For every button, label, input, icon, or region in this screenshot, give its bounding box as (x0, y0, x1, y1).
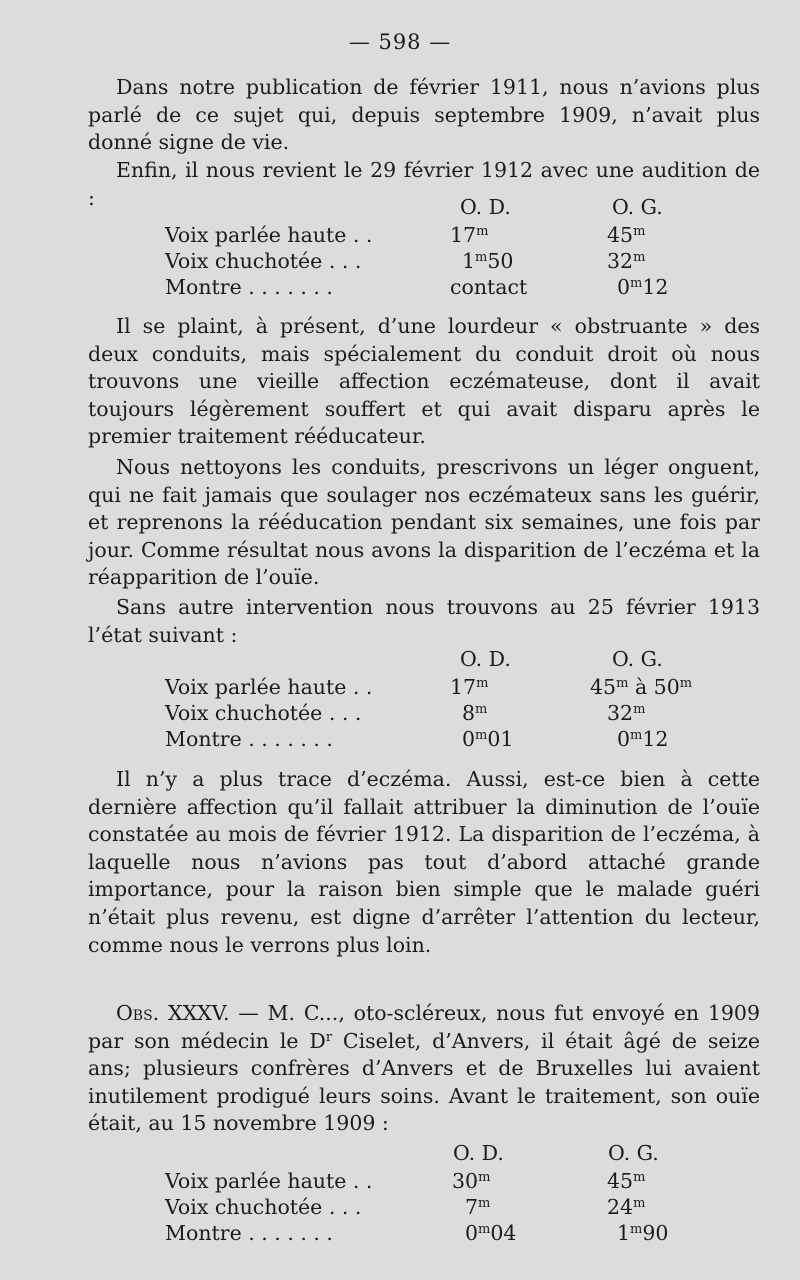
value: 7 (465, 1195, 479, 1219)
value: 30 (452, 1169, 479, 1193)
row-label: Voix parlée haute . . (165, 1169, 373, 1193)
cell-od (462, 248, 513, 274)
value: 0 (462, 727, 476, 751)
unit: m (633, 1196, 646, 1211)
value-tail: 04 (490, 1221, 517, 1245)
value-tail: 12 (642, 275, 669, 299)
unit: m (633, 1170, 646, 1185)
cell-og (617, 1220, 668, 1246)
table-row (0, 274, 800, 300)
value: 1 (617, 1221, 631, 1245)
value: 24 (607, 1195, 634, 1219)
value: 45 (590, 675, 617, 699)
row-label: Voix chuchotée . . . (165, 249, 362, 273)
unit: m (478, 1196, 491, 1211)
table-row (0, 674, 800, 700)
value: 45 (607, 1169, 634, 1193)
row-label: Montre . . . . . . . (165, 1221, 333, 1245)
cell-og (607, 1194, 645, 1220)
value: contact (450, 275, 528, 299)
unit: m (476, 224, 489, 239)
table-row (0, 700, 800, 726)
hearing-table-3 (0, 1140, 800, 1246)
dr-sup: r (325, 1029, 333, 1045)
table-row (0, 1168, 800, 1194)
obs-text-b: Ciselet, d’Anvers, il était âgé de seize ans; plusieurs confrères d’Anvers et de Bruxelles lui avaient inutilement prodigué leurs soins. Avant le traitement, son ouïe était, au 15 novembre 1909 : (88, 1028, 760, 1136)
cell-od (462, 726, 513, 752)
unit: m (630, 1222, 643, 1237)
obs-label: Obs. XXXV. (116, 1001, 230, 1025)
row-label: Montre . . . . . . . (165, 275, 333, 299)
table-header (0, 194, 800, 222)
unit: m (679, 676, 693, 691)
table-row (0, 1220, 800, 1246)
row-label: Voix chuchotée . . . (165, 701, 362, 725)
value: 32 (607, 249, 634, 273)
cell-og (607, 700, 645, 726)
col-header-od: O. D. (453, 1141, 504, 1165)
col-header-og: O. G. (612, 195, 663, 219)
cell-od (452, 1168, 490, 1194)
cell-og (617, 274, 668, 300)
table-header (0, 646, 800, 674)
unit: m (633, 224, 646, 239)
unit: m (475, 728, 488, 743)
row-label: Voix chuchotée . . . (165, 1195, 362, 1219)
paragraph-4: Nous nettoyons les conduits, prescrivons un léger onguent, qui ne fait jamais que soulager nos eczémateux sans les guérir, et reprenons la rééducation pendant six semaines, une fois par jour. Comme résultat nous avons la disparition de l’eczéma et la réapparition de l’ouïe. (88, 455, 760, 590)
unit: m (616, 676, 629, 691)
value: 17 (450, 223, 477, 247)
cell-od (465, 1220, 516, 1246)
cell-od (462, 700, 487, 726)
unit: m (478, 1222, 491, 1237)
cell-og (607, 248, 645, 274)
value: 45 (607, 223, 634, 247)
unit: m (475, 250, 488, 265)
value-tail: 90 (642, 1221, 669, 1245)
col-header-og: O. G. (612, 647, 663, 671)
paragraph-5: Sans autre intervention nous trouvons au 25 février 1913 l’état suivant : (88, 595, 760, 647)
value-tail: 12 (642, 727, 669, 751)
cell-og (607, 1168, 645, 1194)
cell-od (450, 674, 488, 700)
hearing-table-2 (0, 646, 800, 752)
observation-35 (88, 1000, 760, 1138)
value: 0 (617, 275, 631, 299)
row-label: Voix parlée haute . . (165, 223, 373, 247)
cell-od (450, 222, 488, 248)
cell-og (607, 222, 645, 248)
obs-text-a: — M. C..., oto-scléreux, nous fut envoyé en 1909 par son médecin le D (88, 1001, 760, 1053)
value-tail: 01 (487, 727, 514, 751)
col-header-od: O. D. (460, 195, 511, 219)
value-tail: 50 (487, 249, 514, 273)
unit: m (478, 1170, 491, 1185)
value: 1 (462, 249, 476, 273)
cell-od (450, 274, 527, 300)
unit: m (633, 702, 646, 717)
value: 0 (465, 1221, 479, 1245)
col-header-og: O. G. (608, 1141, 659, 1165)
row-label: Montre . . . . . . . (165, 727, 333, 751)
paragraph-2: Enfin, il nous revient le 29 février 1912 avec une audition de : (88, 158, 760, 210)
paragraph-6: Il n’y a plus trace d’eczéma. Aussi, est-ce bien à cette dernière affection qu’il fallait attribuer la diminution de l’ouïe constatée au mois de février 1912. La disparition de l’eczéma, à laquelle nous n’avions pas tout d’abord attaché grande importance, pour la raison bien simple que le malade guéri n’était plus revenu, est digne d’arrêter l’attention du lecteur, comme nous le verrons plus loin. (88, 767, 760, 957)
value: 0 (617, 727, 631, 751)
unit: m (475, 702, 488, 717)
table-row (0, 248, 800, 274)
table-row (0, 222, 800, 248)
value-tail: à 50 (628, 675, 680, 699)
unit: m (633, 250, 646, 265)
cell-og (617, 726, 668, 752)
page-number: — 598 — (348, 30, 452, 54)
value: 17 (450, 675, 477, 699)
cell-od (465, 1194, 490, 1220)
value: 8 (462, 701, 476, 725)
unit: m (476, 676, 489, 691)
row-label: Voix parlée haute . . (165, 675, 373, 699)
value: 32 (607, 701, 634, 725)
unit: m (630, 276, 643, 291)
table-header (0, 1140, 800, 1168)
table-row (0, 1194, 800, 1220)
cell-og (590, 674, 692, 700)
paragraph-3: Il se plaint, à présent, d’une lourdeur « obstruante » des deux conduits, mais spécialement du conduit droit où nous trouvons une vieille affection eczémateuse, dont il avait toujours légèrement souffert et qui avait disparu après le premier traitement rééducateur. (88, 314, 760, 449)
paragraph-1: Dans notre publication de février 1911, nous n’avions plus parlé de ce sujet qui, depuis septembre 1909, n’avait plus donné signe de vie. (88, 75, 760, 155)
hearing-table-1 (0, 194, 800, 300)
table-row (0, 726, 800, 752)
unit: m (630, 728, 643, 743)
col-header-od: O. D. (460, 647, 511, 671)
